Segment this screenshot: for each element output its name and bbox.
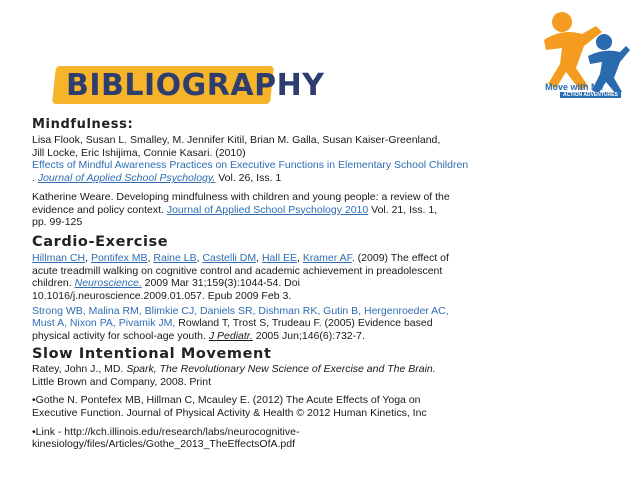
ref-line: acute treadmill walking on cognitive control and academic achievement in preadolescent — [32, 264, 443, 277]
ref-year-title: . (2009) The effect of — [351, 251, 449, 264]
ref-authors-links[interactable]: Must A, Nixon PA, Pivamik JM, — [32, 317, 176, 330]
reference-slow-1 — [32, 363, 622, 388]
reference-slow-3 — [32, 426, 622, 451]
ref-journal-link[interactable]: Journal of Applied School Psychology 2010 — [166, 203, 369, 216]
logo-name: Move with Me — [545, 82, 604, 92]
separator: , — [85, 251, 91, 264]
ref-journal[interactable]: J Pediatr. — [208, 330, 253, 343]
ref-volume: Vol. 21, Iss. 1, — [371, 203, 438, 216]
ref-authors-line: Lisa Flook, Susan L. Smalley, M. Jennifer Kitil, Brian M. Galla, Susan Kaiser-Greenland, — [32, 134, 441, 146]
ref-pages: pp. 99-125 — [32, 216, 83, 229]
logo-tagline: ACTION ADVENTURES — [560, 92, 621, 98]
separator: , — [256, 251, 262, 264]
separator: , — [147, 251, 154, 264]
ref-authors-line — [32, 252, 622, 265]
ref-link-line[interactable]: kinesiology/files/Articles/Gothe_2013_TheEffectsOfA.pdf — [32, 438, 296, 451]
author-link[interactable]: Castelli DM — [202, 251, 257, 264]
author-link[interactable]: Hall EE — [261, 251, 297, 264]
ref-authors-line: Jill Locke, Eric Ishijima, Connie Kasari. (2010) — [32, 146, 246, 159]
ref-author: Ratey, John J., MD. — [32, 362, 124, 375]
author-link[interactable]: Raine LB — [153, 251, 197, 264]
ref-line — [32, 204, 622, 217]
ref-line — [32, 277, 622, 290]
ref-journal-line — [32, 172, 622, 185]
reference-cardio-1 — [32, 252, 622, 303]
title-banner — [54, 64, 325, 108]
ref-volume: Vol. 26, Iss. 1 — [218, 172, 282, 185]
ref-lead: . — [32, 172, 35, 185]
ref-text: Rowland T, Trost S, Trudeau F. (2005) Evidence based — [178, 317, 433, 330]
ref-journal-link[interactable]: Neuroscience. — [74, 277, 142, 290]
ref-book-title: Spark, The Revolutionary New Science of Exercise and The Brain. — [126, 362, 436, 375]
ref-doi: 10.1016/j.neuroscience.2009.01.057. Epub 2009 Feb 3. — [32, 290, 292, 303]
section-heading-slow-movement: Slow Intentional Movement — [32, 345, 272, 362]
ref-authors-line — [32, 317, 622, 330]
author-link[interactable]: Hillman CH — [32, 251, 86, 264]
ref-authors-links[interactable]: Strong WB, Malina RM, Blimkie CJ, Daniels SR, Dishman RK, Gutin B, Hergenroeder AC, — [32, 304, 449, 317]
ref-text: 2005 Jun;146(6):732-7. — [255, 330, 365, 343]
ref-line: Katherine Weare. Developing mindfulness with children and young people: a review of the — [32, 190, 450, 203]
author-link[interactable]: Kramer AF — [302, 251, 352, 264]
reference-mindfulness-1 — [32, 134, 622, 185]
separator: , — [196, 251, 203, 264]
ref-journal-link[interactable]: Journal of Applied School Psychology. — [37, 172, 216, 185]
bibliography-content — [32, 116, 622, 451]
reference-mindfulness-2 — [32, 191, 622, 229]
ref-line — [32, 363, 622, 376]
ref-text: evidence and policy context. — [32, 203, 164, 216]
section-heading-mindfulness: Mindfulness: — [32, 117, 134, 132]
separator: , — [296, 251, 303, 264]
ref-line — [32, 330, 622, 343]
ref-line: Little Brown and Company, 2008. Print — [32, 375, 211, 388]
author-link[interactable]: Pontifex MB — [90, 251, 148, 264]
reference-slow-2 — [32, 394, 622, 419]
ref-line: Executive Function. Journal of Physical Activity & Health © 2012 Human Kinetics, Inc — [32, 406, 427, 419]
ref-text: 2009 Mar 31;159(3):1044-54. Doi — [144, 277, 300, 290]
ref-link-line[interactable]: •Link - http://kch.illinois.edu/research/labs/neurocognitive- — [32, 425, 300, 438]
ref-text: physical activity for school-age youth. — [32, 330, 206, 343]
reference-cardio-2 — [32, 305, 622, 343]
page-title: BIBLIOGRAPHY — [66, 68, 325, 103]
ref-title-link[interactable]: Effects of Mindful Awareness Practices on Executive Functions in Elementary School Children — [32, 159, 469, 172]
section-heading-cardio: Cardio-Exercise — [32, 233, 169, 250]
ref-text: children. — [32, 277, 72, 290]
ref-line: •Gothe N. Pontefex MB, Hillman C, Mcauley E. (2012) The Acute Effects of Yoga on — [32, 394, 421, 407]
